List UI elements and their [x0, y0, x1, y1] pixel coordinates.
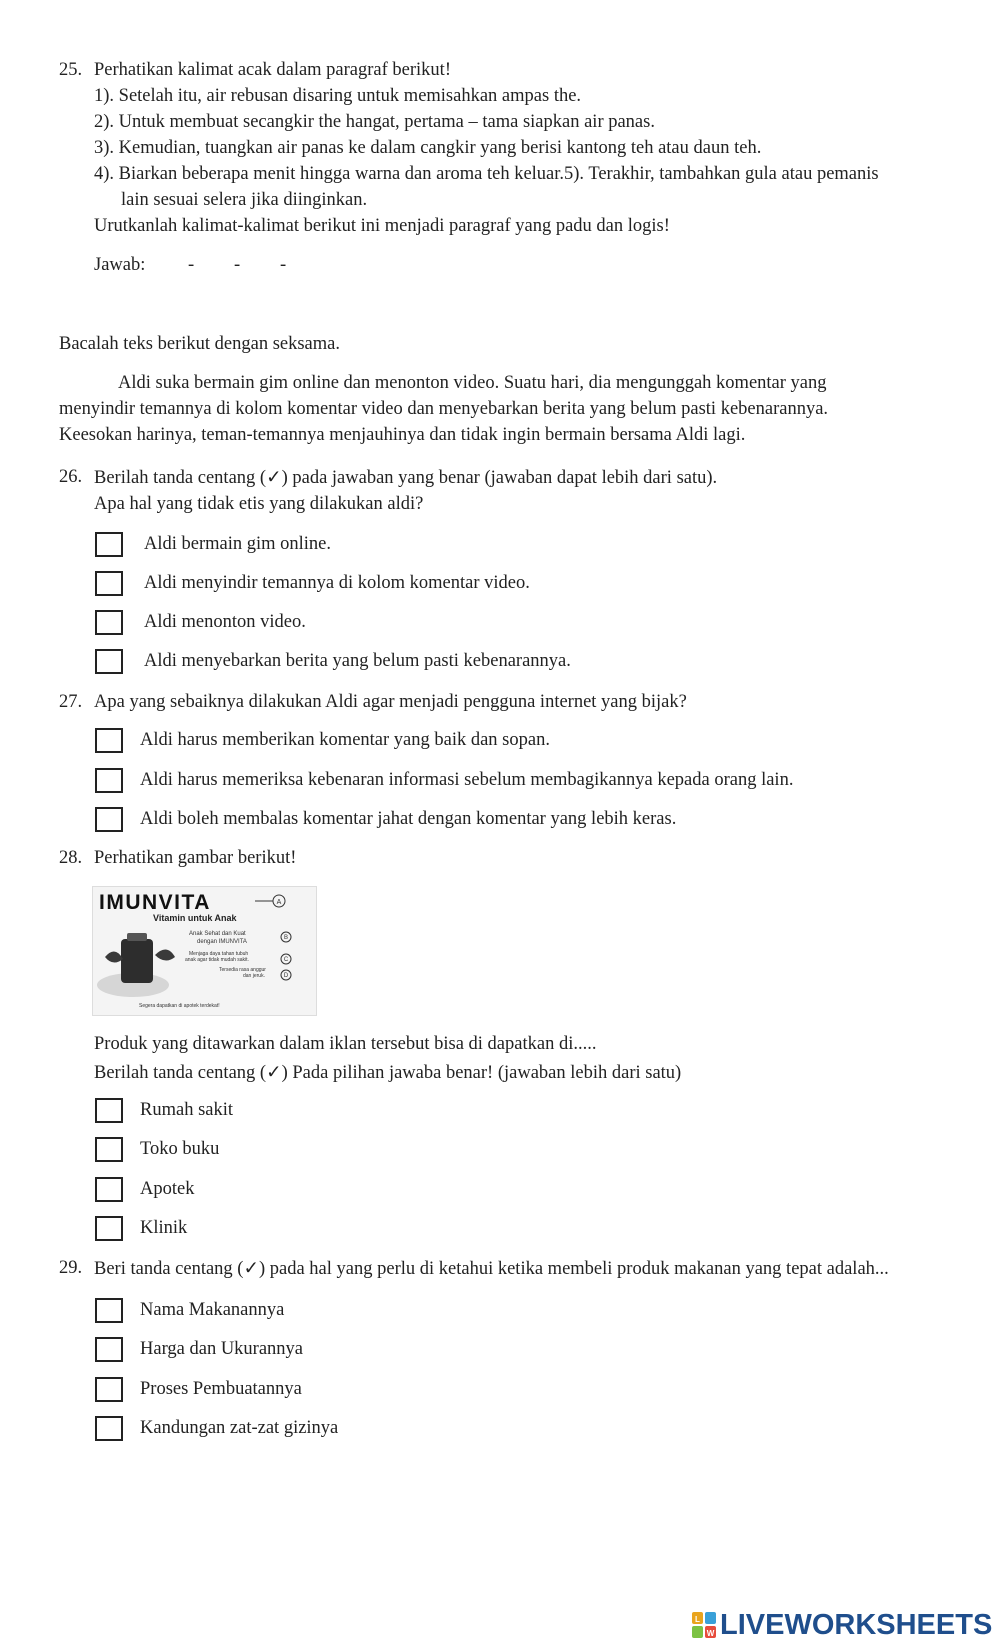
- reading-intro: Bacalah teks berikut dengan seksama.: [59, 334, 340, 354]
- q27-option-2-checkbox[interactable]: [95, 768, 123, 793]
- q26-option-4-checkbox[interactable]: [95, 649, 123, 674]
- liveworksheets-logo-text: LIVEWORKSHEETS: [720, 1608, 993, 1641]
- q27-number: 27.: [59, 692, 83, 712]
- liveworksheets-logo[interactable]: [692, 1610, 992, 1640]
- q28-option-3-checkbox[interactable]: [95, 1177, 123, 1202]
- q29-option-4-label: Kandungan zat-zat gizinya: [140, 1418, 339, 1438]
- ad-marker-c-label: C: [283, 957, 289, 963]
- q29-option-1-checkbox[interactable]: [95, 1298, 123, 1323]
- q28-option-1-checkbox[interactable]: [95, 1098, 123, 1123]
- q29-option-2-label: Harga dan Ukurannya: [140, 1339, 304, 1359]
- q25-prompt: Perhatikan kalimat acak dalam paragraf berikut!: [94, 60, 451, 80]
- q25-answer-slot-1[interactable]: -: [188, 255, 195, 275]
- q27-option-2-label: Aldi harus memeriksa kebenaran informasi sebelum membagikannya kepada orang lain.: [140, 770, 794, 790]
- ad-marker-b-label: B: [283, 935, 289, 941]
- q27-option-1-label: Aldi harus memberikan komentar yang baik dan sopan.: [140, 730, 550, 750]
- q29-option-2-checkbox[interactable]: [95, 1337, 123, 1362]
- q28-option-1-label: Rumah sakit: [140, 1100, 234, 1120]
- q29-option-4-checkbox[interactable]: [95, 1416, 123, 1441]
- q29-option-3-checkbox[interactable]: [95, 1377, 123, 1402]
- q28-prompt: Perhatikan gambar berikut!: [94, 848, 297, 868]
- q27-option-1-checkbox[interactable]: [95, 728, 123, 753]
- q26-option-3-label: Aldi menonton video.: [144, 612, 306, 632]
- q25-line-3: 3). Kemudian, tuangkan air panas ke dalam cangkir yang berisi kantong teh atau daun teh.: [94, 138, 762, 158]
- ad-marker-a-label: A: [276, 899, 282, 906]
- ad-line-d2: dan jeruk.: [243, 973, 265, 979]
- ad-marker-d-label: D: [283, 973, 289, 979]
- q26-option-1-label: Aldi bermain gim online.: [144, 534, 332, 554]
- q28-question: Produk yang ditawarkan dalam iklan tersebut bisa di dapatkan di.....: [94, 1034, 597, 1054]
- ad-line-b1: Anak Sehat dan Kuat: [189, 931, 246, 937]
- ad-brand: IMUNVITA: [99, 891, 211, 914]
- ad-line-c1: Menjaga daya tahan tubuh: [189, 951, 249, 957]
- q29-option-3-label: Proses Pembuatannya: [140, 1379, 302, 1399]
- ad-line-d1: Tersedia rasa anggur: [219, 967, 266, 973]
- q28-option-3-label: Apotek: [140, 1179, 195, 1199]
- q26-prompt: Berilah tanda centang (✓) pada jawaban yang benar (jawaban dapat lebih dari satu).: [94, 468, 718, 488]
- q26-option-4-label: Aldi menyebarkan berita yang belum pasti kebenarannya.: [144, 651, 571, 671]
- q25-answer-slot-2[interactable]: -: [234, 255, 241, 275]
- ad-line-c2: anak agar tidak mudah sakit.: [185, 957, 249, 963]
- ad-footer-text: Segera dapatkan di apotek terdekat!: [139, 1003, 220, 1009]
- q28-instruction: Berilah tanda centang (✓) Pada pilihan jawaba benar! (jawaban lebih dari satu): [94, 1063, 682, 1083]
- q28-option-2-checkbox[interactable]: [95, 1137, 123, 1162]
- q28-number: 28.: [59, 848, 83, 868]
- ad-bottle-shape: [121, 939, 153, 983]
- q28-option-2-label: Toko buku: [140, 1139, 220, 1159]
- q25-number: 25.: [59, 60, 83, 80]
- q27-option-3-checkbox[interactable]: [95, 807, 123, 832]
- liveworksheets-logo-icon: [692, 1612, 716, 1638]
- q25-line-2: 2). Untuk membuat secangkir the hangat, pertama – tama siapkan air panas.: [94, 112, 655, 132]
- svg-text:W: W: [706, 1629, 715, 1638]
- q29-option-1-label: Nama Makanannya: [140, 1300, 285, 1320]
- svg-text:L: L: [695, 1615, 700, 1624]
- q28-option-4-checkbox[interactable]: [95, 1216, 123, 1241]
- reading-line-1: Aldi suka bermain gim online dan menonton video. Suatu hari, dia mengunggah komentar yang: [118, 373, 827, 393]
- reading-line-2: menyindir temannya di kolom komentar video dan menyebarkan berita yang belum pasti kebenarannya.: [59, 399, 829, 419]
- imunvita-ad-image: [92, 886, 317, 1016]
- ad-line-b2: dengan IMUNVITA: [197, 939, 247, 945]
- q26-subprompt: Apa hal yang tidak etis yang dilakukan aldi?: [94, 494, 424, 514]
- q28-option-4-label: Klinik: [140, 1218, 188, 1238]
- q27-prompt: Apa yang sebaiknya dilakukan Aldi agar menjadi pengguna internet yang bijak?: [94, 692, 687, 712]
- q26-option-3-checkbox[interactable]: [95, 610, 123, 635]
- q25-line-1: 1). Setelah itu, air rebusan disaring untuk memisahkan ampas the.: [94, 86, 582, 106]
- q26-option-1-checkbox[interactable]: [95, 532, 123, 557]
- q25-line-4: 4). Biarkan beberapa menit hingga warna dan aroma teh keluar.5). Terakhir, tambahkan gula atau pemanis: [94, 164, 879, 184]
- reading-line-3: Keesokan harinya, teman-temannya menjauhinya dan tidak ingin bermain bersama Aldi lagi.: [59, 425, 746, 445]
- q29-prompt: Beri tanda centang (✓) pada hal yang perlu di ketahui ketika membeli produk makanan yang tepat adalah...: [94, 1259, 889, 1279]
- q25-answer-label: Jawab:: [94, 255, 146, 275]
- q25-answer-slot-3[interactable]: -: [280, 255, 287, 275]
- ad-bottle-cap: [127, 933, 147, 941]
- q25-line-5: lain sesuai selera jika diinginkan.: [121, 190, 368, 210]
- q26-number: 26.: [59, 467, 83, 487]
- q25-instruction: Urutkanlah kalimat-kalimat berikut ini menjadi paragraf yang padu dan logis!: [94, 216, 670, 236]
- q26-option-2-checkbox[interactable]: [95, 571, 123, 596]
- q26-option-2-label: Aldi menyindir temannya di kolom komentar video.: [144, 573, 530, 593]
- q27-option-3-label: Aldi boleh membalas komentar jahat dengan komentar yang lebih keras.: [140, 809, 677, 829]
- ad-tagline: Vitamin untuk Anak: [153, 913, 237, 923]
- q29-number: 29.: [59, 1258, 83, 1278]
